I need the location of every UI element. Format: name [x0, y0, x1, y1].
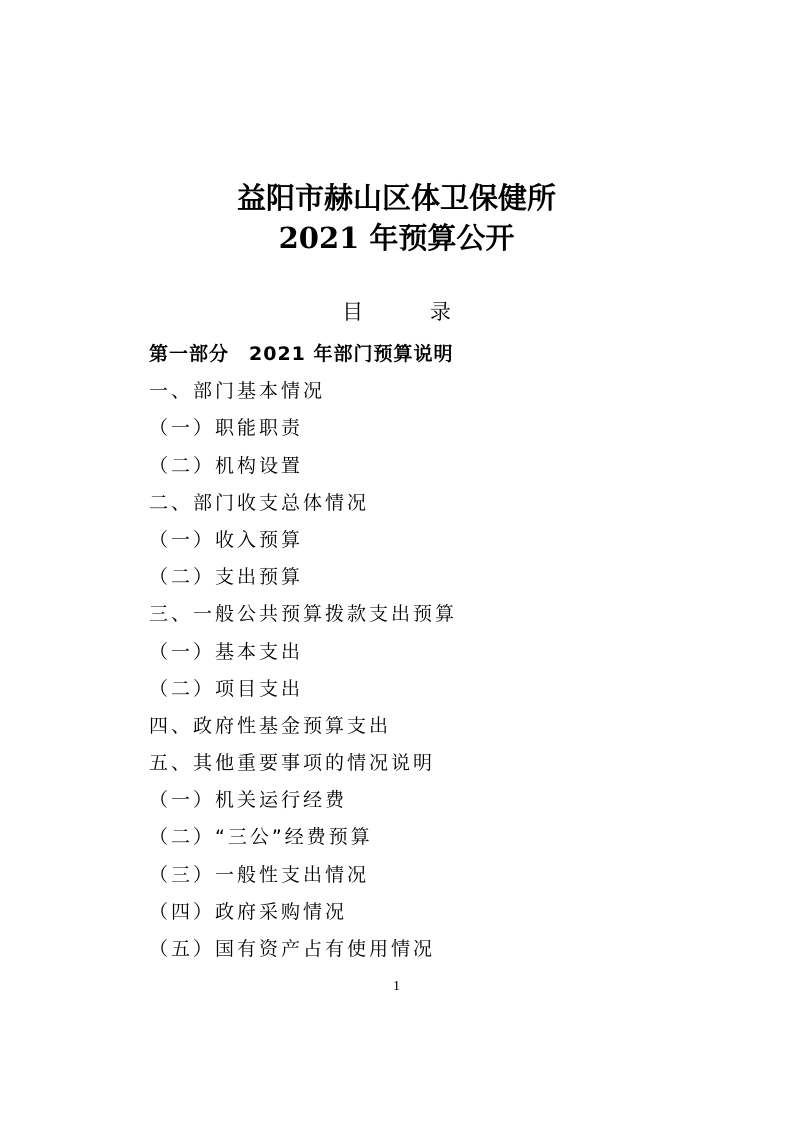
toc-item: （四）政府采购情况: [149, 900, 348, 923]
toc-item: （一）收入预算: [149, 528, 304, 551]
toc-item: （二）项目支出: [149, 677, 304, 700]
toc-item: （三）一般性支出情况: [149, 863, 370, 886]
toc-item: （五）国有资产占有使用情况: [149, 938, 436, 960]
document-title-line-2: 2021 年预算公开: [278, 221, 515, 255]
toc-item: 四、政府性基金预算支出: [149, 714, 392, 737]
toc-item: （一）基本支出: [149, 640, 304, 663]
toc-item: （二）“三公”经费预算: [149, 826, 373, 849]
toc-item: 五、其他重要事项的情况说明: [149, 752, 436, 775]
toc-item: （二）机构设置: [149, 454, 304, 477]
toc-item: 二、部门收支总体情况: [149, 491, 370, 514]
page-number: 1: [393, 979, 400, 994]
toc-item: （一）职能职责: [149, 417, 304, 440]
toc-item: （二）支出预算: [149, 566, 304, 589]
toc-item: 三、一般公共预算拨款支出预算: [149, 603, 458, 626]
document-title-line-1: 益阳市赫山区体卫保健所: [236, 181, 556, 215]
toc-item: 一、部门基本情况: [149, 380, 326, 403]
toc-heading: 目 录: [342, 300, 481, 324]
toc-item: （一）机关运行经费: [149, 789, 348, 812]
toc-item: 第一部分 2021 年部门预算说明: [149, 343, 454, 365]
table-of-contents: [149, 336, 709, 968]
